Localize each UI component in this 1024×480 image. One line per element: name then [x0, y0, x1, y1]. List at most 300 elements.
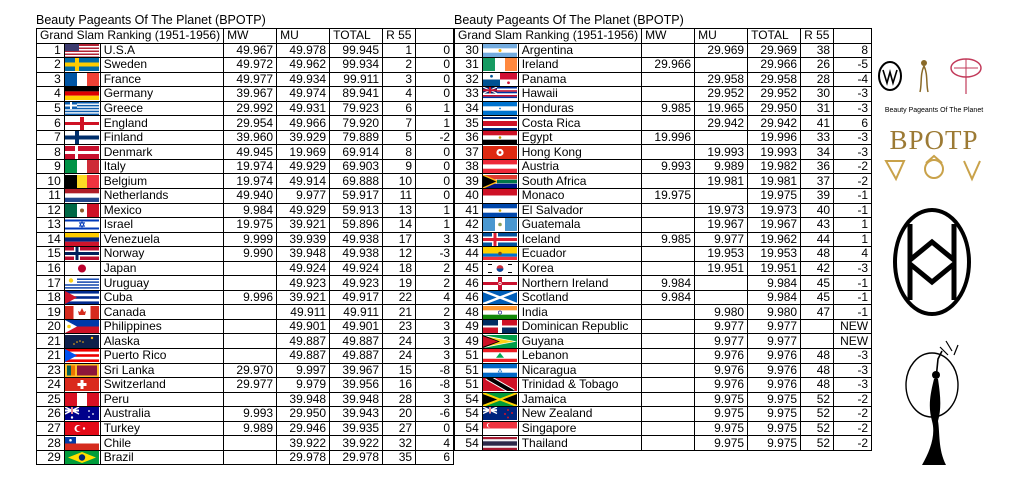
rank-change-cell: 1 — [834, 232, 872, 247]
rank-change-cell: -6 — [416, 407, 454, 422]
country-cell: Mexico — [100, 203, 223, 218]
ranking-table-right — [454, 28, 872, 451]
table-row — [455, 203, 872, 218]
mw-score-cell — [642, 72, 695, 87]
rank-change-cell: -3 — [834, 130, 872, 145]
northernireland-flag-icon — [483, 277, 517, 290]
mw-score-cell — [224, 436, 277, 451]
country-cell: Nicaragua — [518, 363, 641, 378]
table-row — [37, 378, 454, 393]
flag-cell — [64, 58, 100, 73]
rank-cell: 11 — [37, 189, 65, 204]
rank-change-cell: -8 — [416, 378, 454, 393]
r55-rank-cell: 28 — [383, 392, 416, 407]
rank-change-cell: 0 — [416, 43, 454, 58]
table-row — [455, 58, 872, 73]
country-cell: Scotland — [518, 290, 641, 305]
puertorico-flag-icon — [65, 349, 99, 362]
mu-score-cell: 29.952 — [695, 87, 748, 102]
r55-rank-cell: 22 — [383, 290, 416, 305]
scotland-flag-icon — [483, 291, 517, 304]
table-row — [455, 261, 872, 276]
rank-cell: 18 — [37, 290, 65, 305]
total-score-cell: 39.922 — [330, 436, 383, 451]
total-score-cell: 39.948 — [330, 392, 383, 407]
flag-cell — [482, 218, 518, 233]
country-cell: Monaco — [518, 189, 641, 204]
total-score-cell: 9.976 — [748, 378, 801, 393]
mw-score-cell — [642, 145, 695, 160]
country-cell: U.S.A — [100, 43, 223, 58]
rank-change-cell: -1 — [834, 290, 872, 305]
australia-flag-icon — [65, 407, 99, 420]
table-row — [37, 203, 454, 218]
sweden-flag-icon — [65, 58, 99, 71]
mu-score-cell: 39.921 — [277, 218, 330, 233]
flag-cell — [64, 349, 100, 364]
philippines-flag-icon — [65, 320, 99, 333]
r55-rank-cell: 36 — [801, 159, 834, 174]
panel-title: Beauty Pageants Of The Planet (BPOTP) — [454, 13, 684, 27]
column-header-mu: MU — [277, 29, 330, 44]
r55-rank-cell: 5 — [383, 130, 416, 145]
flag-cell — [482, 407, 518, 422]
rank-change-cell: -1 — [834, 276, 872, 291]
mw-score-cell — [224, 334, 277, 349]
flag-cell — [482, 290, 518, 305]
mu-score-cell — [695, 189, 748, 204]
table-row — [455, 174, 872, 189]
flag-cell — [482, 145, 518, 160]
mw-score-cell: 9.989 — [224, 421, 277, 436]
rank-change-cell: -3 — [416, 247, 454, 262]
r55-rank-cell: 26 — [801, 58, 834, 73]
mu-score-cell: 29.969 — [695, 43, 748, 58]
country-cell: Italy — [100, 159, 223, 174]
switzerland-flag-icon — [65, 378, 99, 391]
total-score-cell: 79.920 — [330, 116, 383, 131]
france-flag-icon — [65, 73, 99, 86]
r55-rank-cell: 15 — [383, 363, 416, 378]
total-score-cell: 19.975 — [748, 189, 801, 204]
mw-score-cell: 49.977 — [224, 72, 277, 87]
mu-score-cell: 49.978 — [277, 43, 330, 58]
r55-rank-cell: 9 — [383, 159, 416, 174]
rank-cell: 31 — [455, 58, 483, 73]
mw-score-cell — [642, 203, 695, 218]
column-header-total: TOTAL — [748, 29, 801, 44]
table-row — [37, 421, 454, 436]
r55-rank-cell: 31 — [801, 101, 834, 116]
israel-flag-icon — [65, 218, 99, 231]
column-header-r55: R 55 — [383, 29, 416, 44]
country-cell: Ireland — [518, 58, 641, 73]
ranking-panel-right — [454, 12, 872, 451]
rank-cell: 27 — [37, 421, 65, 436]
ecuador-flag-icon — [483, 247, 517, 260]
r55-rank-cell: 2 — [383, 58, 416, 73]
total-score-cell: 59.917 — [330, 189, 383, 204]
mw-score-cell: 39.960 — [224, 130, 277, 145]
jamaica-flag-icon — [483, 393, 517, 406]
country-cell: Jamaica — [518, 392, 641, 407]
rank-change-cell: 0 — [416, 58, 454, 73]
mw-score-cell — [642, 392, 695, 407]
total-score-cell: 29.966 — [748, 58, 801, 73]
table-row — [455, 116, 872, 131]
germany-flag-icon — [65, 87, 99, 100]
mw-score-cell — [642, 116, 695, 131]
crowned-silhouette-logo — [874, 335, 994, 475]
mu-score-cell: 9.976 — [695, 349, 748, 364]
mw-score-cell — [642, 319, 695, 334]
mu-score-cell: 29.958 — [695, 72, 748, 87]
table-row — [37, 261, 454, 276]
argentina-flag-icon — [483, 44, 517, 57]
country-cell: Guyana — [518, 334, 641, 349]
mu-score-cell: 29.946 — [277, 421, 330, 436]
mw-score-cell — [642, 305, 695, 320]
r55-rank-cell: 48 — [801, 378, 834, 393]
mu-score-cell: 9.977 — [695, 334, 748, 349]
flag-cell — [482, 116, 518, 131]
mu-score-cell: 39.948 — [277, 247, 330, 262]
rank-change-cell: 3 — [416, 349, 454, 364]
table-row — [37, 145, 454, 160]
country-cell: Chile — [100, 436, 223, 451]
mw-score-cell — [642, 407, 695, 422]
honduras-flag-icon — [483, 102, 517, 115]
rank-change-cell: 1 — [416, 116, 454, 131]
table-row — [37, 87, 454, 102]
r55-rank-cell: 23 — [383, 319, 416, 334]
total-score-cell: 19.981 — [748, 174, 801, 189]
flag-cell — [482, 87, 518, 102]
total-score-cell: 39.967 — [330, 363, 383, 378]
mu-score-cell: 49.923 — [277, 276, 330, 291]
flag-cell — [64, 392, 100, 407]
mu-score-cell: 49.901 — [277, 319, 330, 334]
flag-cell — [482, 334, 518, 349]
rank-change-cell: -3 — [834, 261, 872, 276]
rank-change-cell: 8 — [834, 43, 872, 58]
country-cell: Panama — [518, 72, 641, 87]
mu-score-cell — [695, 58, 748, 73]
flag-cell — [64, 232, 100, 247]
rank-cell: 49 — [455, 319, 483, 334]
mw-score-cell — [224, 349, 277, 364]
rank-change-cell: 2 — [416, 261, 454, 276]
lebanon-flag-icon — [483, 349, 517, 362]
r55-rank-cell: 52 — [801, 407, 834, 422]
rank-cell: 32 — [455, 72, 483, 87]
total-score-cell: 69.888 — [330, 174, 383, 189]
rank-change-cell: -3 — [834, 349, 872, 364]
country-cell: Germany — [100, 87, 223, 102]
mexico-flag-icon — [65, 204, 99, 217]
mu-score-cell: 49.887 — [277, 334, 330, 349]
mu-score-cell: 49.929 — [277, 203, 330, 218]
country-cell: France — [100, 72, 223, 87]
r55-rank-cell: 11 — [383, 189, 416, 204]
r55-rank-cell: 17 — [383, 232, 416, 247]
table-row — [455, 363, 872, 378]
table-row — [37, 290, 454, 305]
flag-cell — [482, 101, 518, 116]
flag-cell — [64, 450, 100, 465]
table-row — [37, 72, 454, 87]
rank-change-cell: 0 — [416, 174, 454, 189]
r55-rank-cell: 32 — [383, 436, 416, 451]
column-header-mu: MU — [695, 29, 748, 44]
ranking-table-left — [36, 28, 454, 465]
mu-score-cell: 9.977 — [695, 319, 748, 334]
belgium-flag-icon — [65, 175, 99, 188]
table-row — [37, 276, 454, 291]
country-cell: Australia — [100, 407, 223, 422]
total-score-cell: 29.958 — [748, 72, 801, 87]
r55-rank-cell: 21 — [383, 305, 416, 320]
table-row — [455, 101, 872, 116]
mw-score-cell: 29.992 — [224, 101, 277, 116]
rank-change-cell: -2 — [834, 407, 872, 422]
country-cell: England — [100, 116, 223, 131]
rank-change-cell: 6 — [834, 116, 872, 131]
r55-rank-cell: 4 — [383, 87, 416, 102]
country-cell: India — [518, 305, 641, 320]
total-score-cell: 69.914 — [330, 145, 383, 160]
r55-rank-cell: 47 — [801, 305, 834, 320]
table-row — [37, 319, 454, 334]
table-row — [455, 305, 872, 320]
mw-score-cell — [224, 392, 277, 407]
rank-change-cell: 3 — [416, 319, 454, 334]
canada-flag-icon — [65, 306, 99, 319]
rank-cell: 51 — [455, 363, 483, 378]
flag-cell — [64, 421, 100, 436]
table-row — [455, 218, 872, 233]
flag-cell — [64, 261, 100, 276]
mu-score-cell: 9.979 — [277, 378, 330, 393]
japan-flag-icon — [65, 262, 99, 275]
rank-change-cell: 0 — [416, 72, 454, 87]
mu-score-cell: 19.967 — [695, 218, 748, 233]
rank-change-cell: -5 — [834, 58, 872, 73]
rank-cell: 1 — [37, 43, 65, 58]
rank-cell: 49 — [455, 334, 483, 349]
rank-change-cell: 0 — [416, 189, 454, 204]
r55-rank-cell — [801, 319, 834, 334]
total-score-cell: 9.977 — [748, 334, 801, 349]
r55-rank-cell: 1 — [383, 43, 416, 58]
country-cell: Israel — [100, 218, 223, 233]
rank-cell: 34 — [455, 101, 483, 116]
flag-cell — [64, 130, 100, 145]
r55-rank-cell: 48 — [801, 247, 834, 262]
rank-change-cell: -2 — [834, 392, 872, 407]
rank-cell: 54 — [455, 392, 483, 407]
mw-score-cell: 19.974 — [224, 159, 277, 174]
rank-cell: 46 — [455, 276, 483, 291]
rank-change-cell: 2 — [416, 305, 454, 320]
egypt-flag-icon — [483, 131, 517, 144]
table-row — [37, 334, 454, 349]
rank-cell: 39 — [455, 174, 483, 189]
mu-score-cell: 29.942 — [695, 116, 748, 131]
table-row — [455, 407, 872, 422]
table-row — [37, 218, 454, 233]
flag-cell — [482, 247, 518, 262]
total-score-cell: 29.942 — [748, 116, 801, 131]
country-cell: Honduras — [518, 101, 641, 116]
rank-change-cell: -8 — [416, 363, 454, 378]
total-score-cell: 19.962 — [748, 232, 801, 247]
mu-score-cell: 9.977 — [695, 232, 748, 247]
rank-cell: 44 — [455, 247, 483, 262]
cuba-flag-icon — [65, 291, 99, 304]
mu-score-cell: 49.966 — [277, 116, 330, 131]
r55-rank-cell: 43 — [801, 218, 834, 233]
india-flag-icon — [483, 306, 517, 319]
rank-cell: 4 — [37, 87, 65, 102]
table-row — [37, 349, 454, 364]
rank-change-cell: 4 — [416, 436, 454, 451]
mw-score-cell: 9.984 — [642, 276, 695, 291]
table-row — [37, 174, 454, 189]
rank-cell: 21 — [37, 349, 65, 364]
rank-cell: 3 — [37, 72, 65, 87]
r55-rank-cell: 12 — [383, 247, 416, 262]
country-cell: Ecuador — [518, 247, 641, 262]
panel-title: Beauty Pageants Of The Planet (BPOTP) — [36, 13, 266, 27]
korea-flag-icon — [483, 262, 517, 275]
rank-cell: 19 — [37, 305, 65, 320]
r55-rank-cell: 8 — [383, 145, 416, 160]
table-row — [37, 450, 454, 465]
country-cell: Venezuela — [100, 232, 223, 247]
rank-cell: 15 — [37, 247, 65, 262]
country-cell: Canada — [100, 305, 223, 320]
total-score-cell: 19.967 — [748, 218, 801, 233]
flag-cell — [482, 43, 518, 58]
mw-score-cell: 9.999 — [224, 232, 277, 247]
table-row — [455, 247, 872, 262]
mu-score-cell: 39.948 — [277, 392, 330, 407]
panama-flag-icon — [483, 73, 517, 86]
rank-change-cell: -3 — [834, 101, 872, 116]
total-score-cell: 9.975 — [748, 421, 801, 436]
country-cell: Turkey — [100, 421, 223, 436]
mw-score-cell: 49.972 — [224, 58, 277, 73]
flag-cell — [64, 174, 100, 189]
country-cell: Hong Kong — [518, 145, 641, 160]
country-cell: Brazil — [100, 450, 223, 465]
column-header-change — [834, 29, 872, 44]
mw-score-cell: 9.984 — [642, 290, 695, 305]
mu-score-cell: 19.965 — [695, 101, 748, 116]
total-score-cell: 49.924 — [330, 261, 383, 276]
flag-cell — [482, 276, 518, 291]
flag-cell — [482, 58, 518, 73]
table-row — [455, 319, 872, 334]
mu-score-cell: 29.978 — [277, 450, 330, 465]
mw-score-cell — [642, 334, 695, 349]
flag-cell — [482, 174, 518, 189]
total-score-cell: 99.934 — [330, 58, 383, 73]
country-cell: Singapore — [518, 421, 641, 436]
monaco-flag-icon — [483, 189, 517, 202]
total-score-cell: 49.911 — [330, 305, 383, 320]
mu-score-cell: 19.953 — [695, 247, 748, 262]
r55-rank-cell: 16 — [383, 378, 416, 393]
mw-score-cell: 19.975 — [224, 218, 277, 233]
flag-cell — [482, 72, 518, 87]
rank-change-cell: -1 — [834, 305, 872, 320]
mw-score-cell: 49.967 — [224, 43, 277, 58]
total-score-cell: 9.980 — [748, 305, 801, 320]
hongkong-flag-icon — [483, 146, 517, 159]
rank-change-cell: 3 — [416, 232, 454, 247]
r55-rank-cell: 33 — [801, 130, 834, 145]
mw-score-cell: 19.975 — [642, 189, 695, 204]
rank-cell: 12 — [37, 203, 65, 218]
turkey-flag-icon — [65, 422, 99, 435]
country-cell: Sri Lanka — [100, 363, 223, 378]
mw-score-cell — [642, 174, 695, 189]
flag-cell — [482, 305, 518, 320]
table-row — [455, 290, 872, 305]
norway-flag-icon — [65, 247, 99, 260]
mw-score-cell: 29.970 — [224, 363, 277, 378]
flag-cell — [64, 290, 100, 305]
mu-score-cell: 19.993 — [695, 145, 748, 160]
table-row — [37, 392, 454, 407]
mu-score-cell: 39.921 — [277, 290, 330, 305]
mw-score-cell — [224, 319, 277, 334]
country-cell: Trinidad & Tobago — [518, 378, 641, 393]
mu-score-cell: 49.914 — [277, 174, 330, 189]
rank-cell: 51 — [455, 378, 483, 393]
country-cell: Sweden — [100, 58, 223, 73]
column-header-total: TOTAL — [330, 29, 383, 44]
r55-rank-cell: 20 — [383, 407, 416, 422]
flag-cell — [64, 319, 100, 334]
table-row — [37, 247, 454, 262]
mw-score-cell — [224, 276, 277, 291]
flag-cell — [64, 218, 100, 233]
flag-cell — [482, 189, 518, 204]
trinidad-flag-icon — [483, 378, 517, 391]
table-row — [455, 159, 872, 174]
total-score-cell: 99.911 — [330, 72, 383, 87]
flag-cell — [64, 116, 100, 131]
country-cell: Finland — [100, 130, 223, 145]
mw-score-cell: 29.954 — [224, 116, 277, 131]
country-cell: Argentina — [518, 43, 641, 58]
rank-cell: 16 — [37, 261, 65, 276]
table-row — [37, 101, 454, 116]
total-score-cell: 39.943 — [330, 407, 383, 422]
table-row — [37, 130, 454, 145]
rank-cell: 36 — [455, 130, 483, 145]
mu-score-cell: 9.976 — [695, 363, 748, 378]
total-score-cell: 9.975 — [748, 407, 801, 422]
flag-cell — [64, 101, 100, 116]
rank-cell: 29 — [37, 450, 65, 465]
flag-cell — [64, 407, 100, 422]
column-header-ranking: Grand Slam Ranking (1951-1956) — [455, 29, 642, 44]
country-cell: Costa Rica — [518, 116, 641, 131]
